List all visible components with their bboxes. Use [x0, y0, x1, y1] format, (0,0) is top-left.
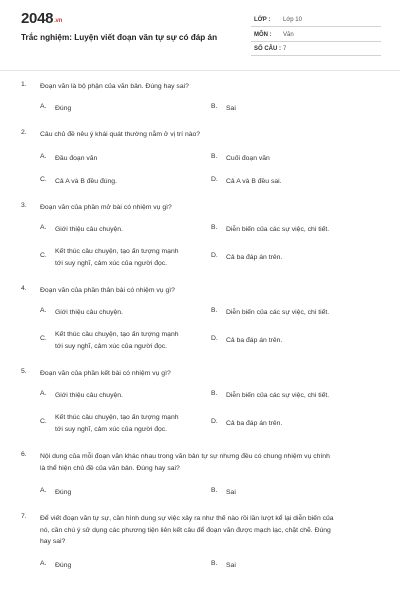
option-letter: D.	[211, 252, 218, 259]
question-text: Đoạn văn là bộ phận của văn bản. Đúng hay sai?	[40, 83, 189, 90]
page-header	[0, 0, 400, 64]
option-text: Sai	[226, 105, 236, 112]
option-text-line-2: tới suy nghĩ, cảm xúc của người đọc.	[55, 343, 168, 350]
question-number: 2.	[21, 129, 27, 136]
header-divider	[0, 70, 400, 71]
question-text	[40, 513, 380, 548]
option-text: Cả ba đáp án trên.	[226, 254, 283, 261]
meta-subject-label: MÔN :	[254, 32, 272, 38]
option-letter: A.	[40, 487, 47, 494]
option-text-line-2: tới suy nghĩ, cảm xúc của người đọc.	[55, 426, 168, 433]
option-text: Cuối đoạn văn	[226, 155, 270, 162]
option-text: Đúng	[55, 105, 72, 112]
meta-subject	[251, 30, 381, 42]
question-text: Câu chủ đề nêu ý khái quát thường nằm ở vị trí nào?	[40, 131, 201, 138]
option-text: Cả A và B đều đúng.	[55, 178, 117, 185]
page-title: Trắc nghiệm: Luyện viết đoạn văn tự sự có đáp án	[21, 33, 218, 42]
option-text: Diễn biến của các sự việc, chi tiết.	[226, 392, 330, 399]
option-letter: B.	[211, 487, 218, 494]
meta-grade-label: LỚP :	[254, 17, 271, 23]
option-letter: B.	[211, 390, 218, 397]
question-number: 1.	[21, 81, 27, 88]
question-text: Đoạn văn của phần kết bài có nhiệm vụ gì?	[40, 370, 171, 377]
question-number: 4.	[21, 285, 27, 292]
meta-question-count	[251, 44, 381, 56]
question-text	[40, 451, 380, 474]
question-number: 3.	[21, 202, 27, 209]
option-letter: D.	[211, 418, 218, 425]
option-text-line-1: Kết thúc câu chuyện, tạo ấn tượng mạnh	[55, 331, 179, 338]
question-text-line-2: nó, cần chú ý sử dụng các phương tiện liên kết câu để đoạn văn được mạch lạc, chặt chẽ. Đúng	[40, 526, 331, 534]
question-number: 5.	[21, 368, 27, 375]
option-letter: A.	[40, 390, 47, 397]
option-text: Đúng	[55, 562, 72, 569]
option-text: Cả ba đáp án trên.	[226, 420, 283, 427]
option-text-line-1: Kết thúc câu chuyện, tạo ấn tượng mạnh	[55, 414, 179, 421]
meta-count-label: SỐ CÂU :	[254, 46, 281, 52]
option-text: Sai	[226, 489, 236, 496]
option-letter: C.	[40, 335, 47, 342]
option-text: Đầu đoạn văn	[55, 155, 98, 162]
option-text-line-2: tới suy nghĩ, cảm xúc của người đọc.	[55, 260, 168, 267]
meta-grade	[251, 15, 381, 27]
option-text: Sai	[226, 562, 236, 569]
option-letter: A.	[40, 224, 47, 231]
option-letter: C.	[40, 418, 47, 425]
option-text: Cả ba đáp án trên.	[226, 337, 283, 344]
option-letter: A.	[40, 103, 47, 110]
option-letter: C.	[40, 176, 47, 183]
option-text: Diễn biến của các sự việc, chi tiết.	[226, 226, 330, 233]
question-number: 7.	[21, 513, 27, 520]
option-text: Diễn biến của các sự việc, chi tiết.	[226, 309, 330, 316]
meta-subject-value: Văn	[283, 32, 294, 38]
question-text-line-1: Nội dung của mỗi đoạn văn khác nhau trong văn bản tự sự nhưng đều có chung nhiệm vụ chính	[40, 453, 330, 460]
site-logo[interactable]	[21, 10, 62, 27]
meta-count-value: 7	[283, 46, 287, 52]
logo-suffix: .vn	[54, 18, 62, 24]
option-letter: A.	[40, 307, 47, 314]
question-text-line-3: hay sai?	[40, 538, 66, 545]
option-letter: A.	[40, 153, 47, 160]
option-text: Giới thiệu câu chuyện.	[55, 309, 123, 316]
meta-grade-value: Lớp 10	[283, 17, 302, 23]
option-letter: D.	[211, 335, 218, 342]
question-text: Đoạn văn của phần thân bài có nhiệm vụ gì?	[40, 287, 175, 294]
question-text-line-2: là thể hiện chủ đề của văn bản. Đúng hay sai?	[40, 464, 180, 472]
question-text-line-1: Để viết đoạn văn tự sự, cần hình dung sự việc xảy ra như thế nào rồi lần lượt kể lại diễn biến của	[40, 515, 334, 522]
option-text: Cả A và B đều sai.	[226, 178, 282, 185]
logo-text: 2048	[21, 10, 54, 27]
option-text-line-1: Kết thúc câu chuyện, tạo ấn tượng mạnh	[55, 248, 179, 255]
question-text: Đoạn văn của phần mở bài có nhiệm vụ gì?	[40, 204, 172, 211]
option-text: Giới thiệu câu chuyện.	[55, 226, 123, 233]
option-letter: B.	[211, 560, 218, 567]
option-letter: B.	[211, 153, 218, 160]
option-letter: A.	[40, 560, 47, 567]
option-letter: C.	[40, 252, 47, 259]
option-letter: B.	[211, 224, 218, 231]
option-text: Giới thiệu câu chuyện.	[55, 392, 123, 399]
option-text: Đúng	[55, 489, 72, 496]
question-number: 6.	[21, 451, 27, 458]
option-letter: B.	[211, 103, 218, 110]
option-letter: B.	[211, 307, 218, 314]
option-letter: D.	[211, 176, 218, 183]
